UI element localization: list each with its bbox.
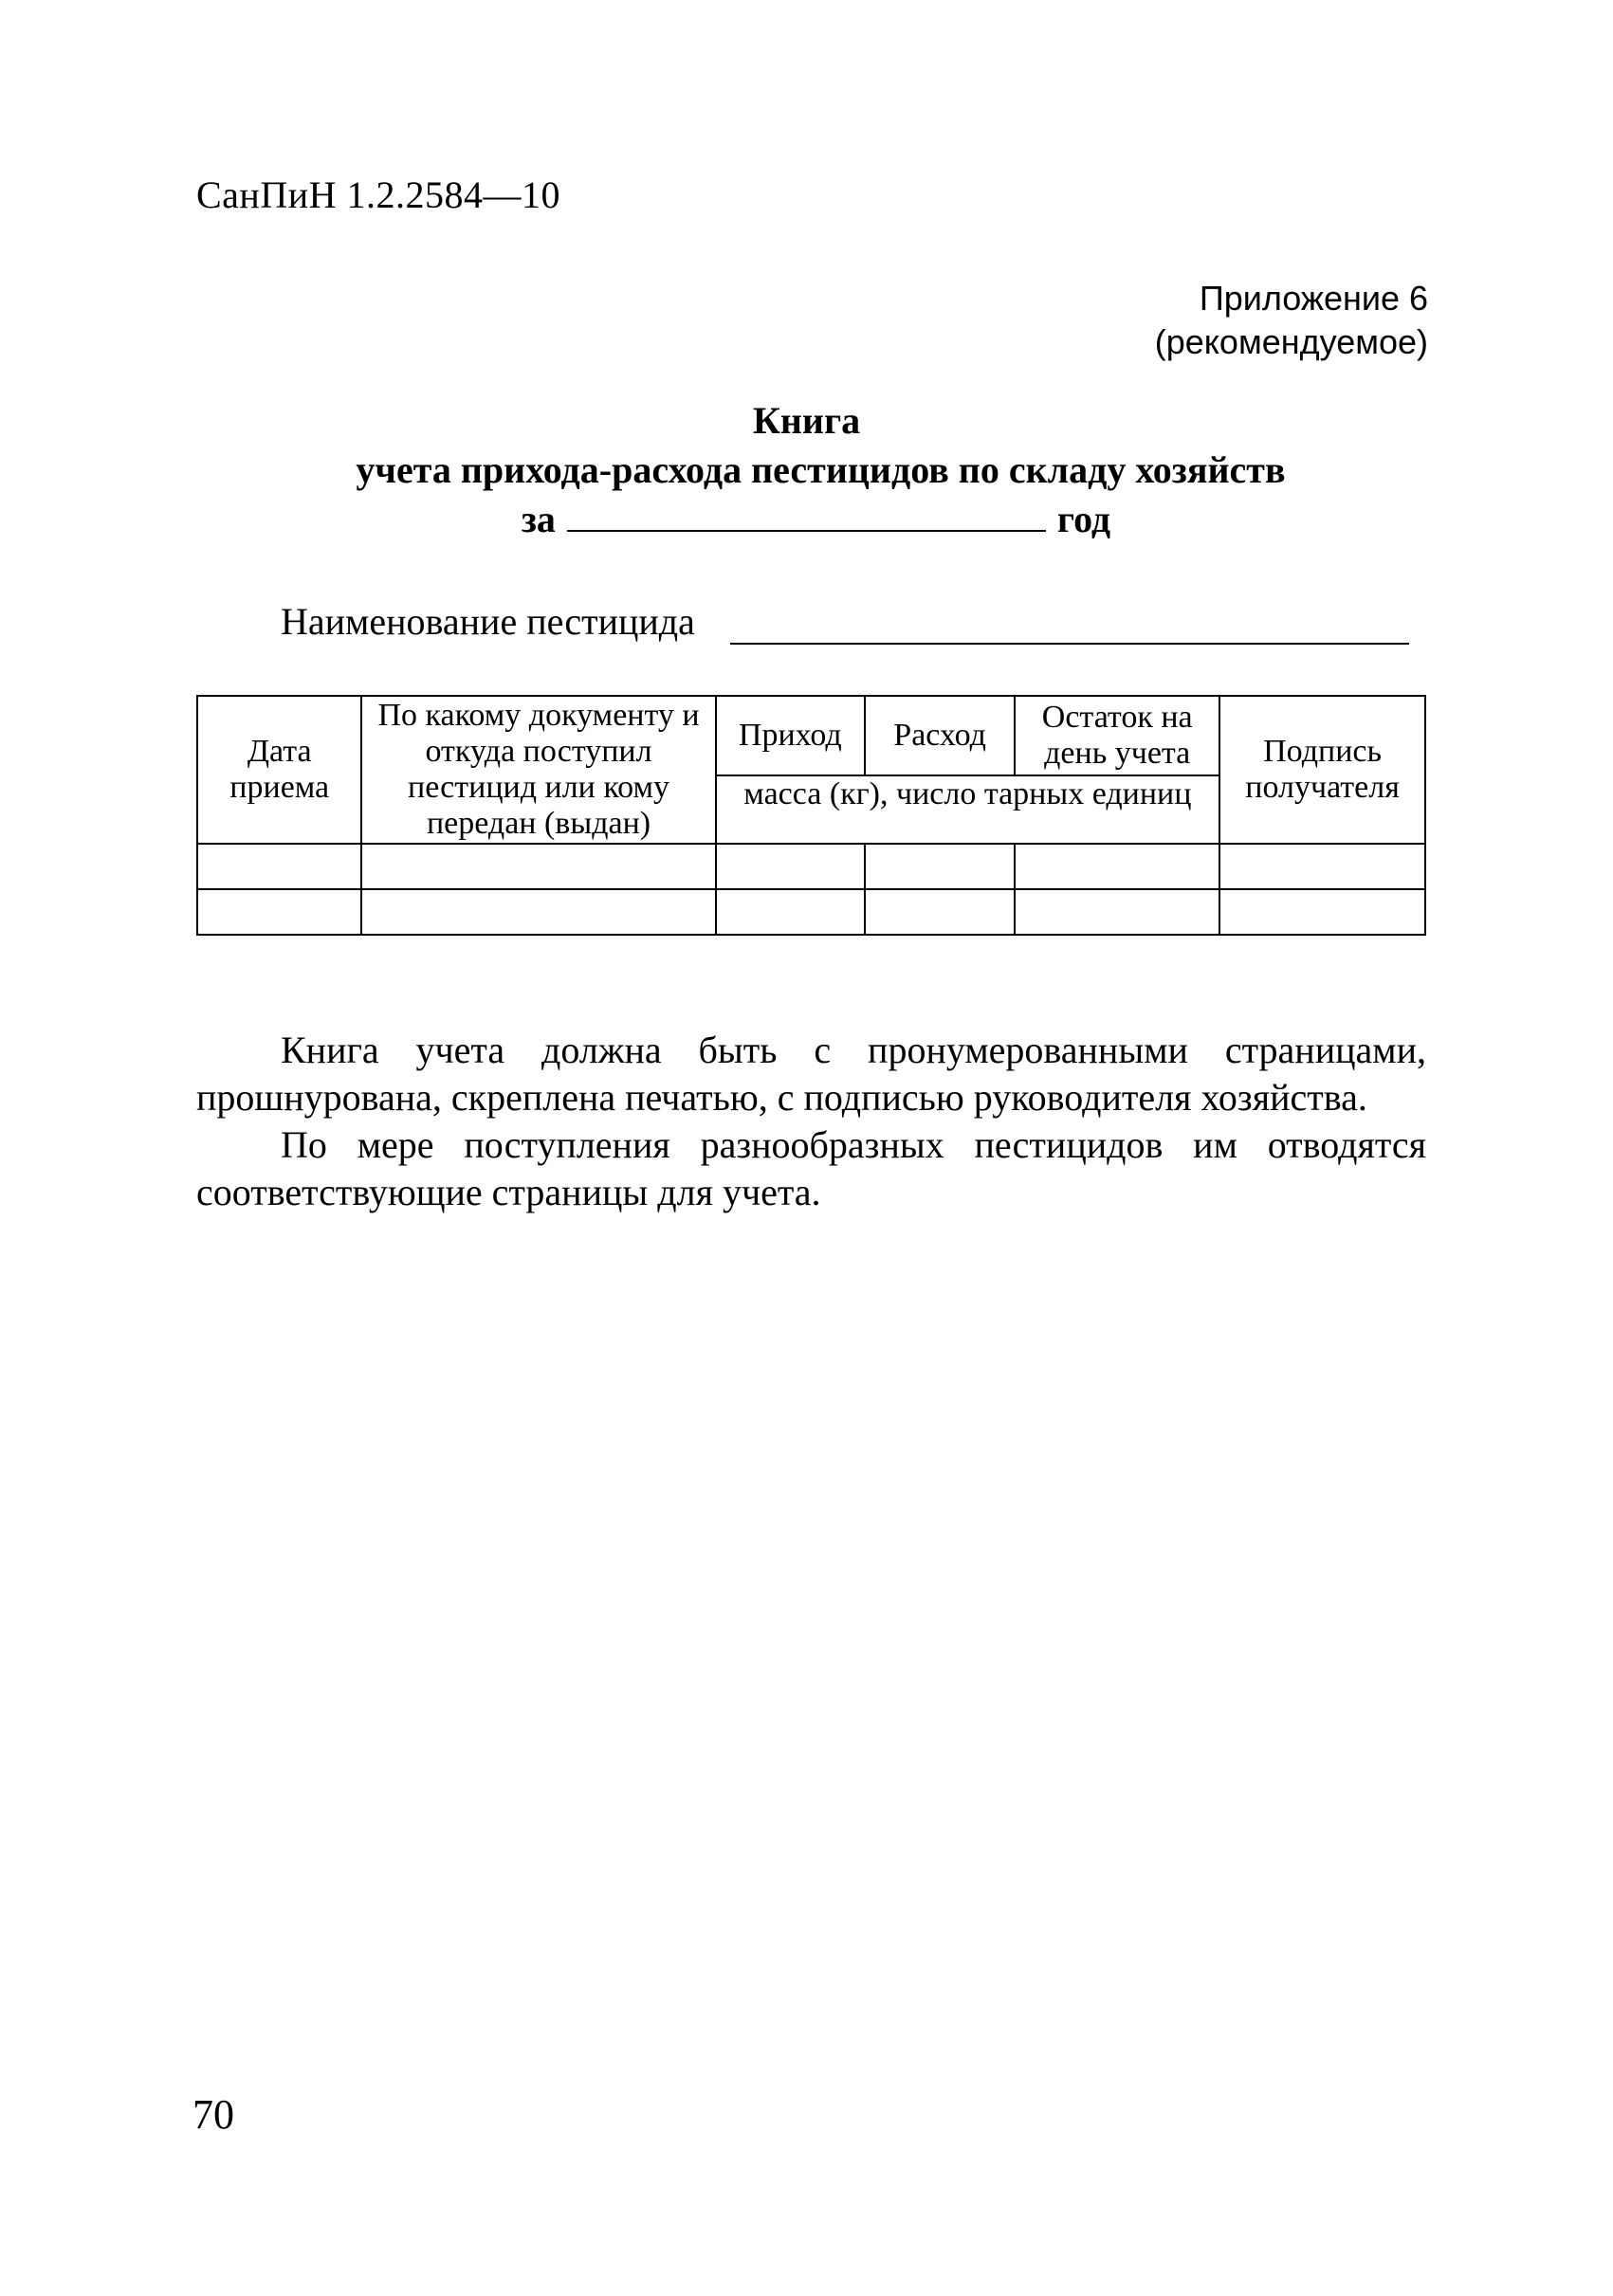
- document-title: [0, 396, 1613, 544]
- table-cell: [865, 844, 1015, 889]
- header-units: масса (кг), число тарных единиц: [716, 775, 1220, 844]
- appendix-label: [1155, 277, 1428, 364]
- table-cell: [197, 844, 361, 889]
- header-income: Приход: [716, 696, 865, 775]
- note-paragraph-1: [196, 1027, 1426, 1121]
- table-cell: [361, 889, 715, 935]
- table-row: [197, 844, 1425, 889]
- table-cell: [1015, 889, 1219, 935]
- title-line-2: учета прихода-расхода пестицидов по складу хозяйств: [356, 448, 1286, 491]
- table-cell: [1219, 889, 1425, 935]
- table-cell: [1015, 844, 1219, 889]
- note-text-2: По мере поступления разнообразных пестицидов им отводятся соответствующие страницы для учета.: [196, 1123, 1426, 1213]
- title-year-prefix: за: [521, 498, 556, 540]
- ledger-table: [196, 695, 1426, 936]
- header-balance: Остаток на день учета: [1015, 696, 1219, 775]
- pesticide-name-blank-line: [730, 643, 1409, 645]
- title-line-3: [19, 495, 1613, 544]
- table-cell: [865, 889, 1015, 935]
- table-cell: [716, 889, 865, 935]
- header-document: По какому документу и откуда поступил пестицид или кому передан (выдан): [361, 696, 715, 844]
- header-expense: Расход: [865, 696, 1015, 775]
- header-date: Дата приема: [197, 696, 361, 844]
- year-blank-line: [567, 500, 1046, 532]
- pesticide-name-label: Наименование пестицида: [281, 600, 695, 643]
- document-code: СанПиН 1.2.2584—10: [196, 173, 561, 216]
- title-line-1: Книга: [752, 399, 861, 442]
- table-cell: [1219, 844, 1425, 889]
- table-cell: [197, 889, 361, 935]
- appendix-number: Приложение 6: [1199, 279, 1428, 318]
- table-row: [197, 889, 1425, 935]
- table-cell: [716, 844, 865, 889]
- note-paragraph-2: [196, 1121, 1426, 1216]
- page-number: 70: [192, 2091, 234, 2138]
- header-signature: Подпись получателя: [1219, 696, 1425, 844]
- title-year-suffix: год: [1056, 498, 1111, 540]
- table-cell: [361, 844, 715, 889]
- note-text-1: Книга учета должна быть с пронумерованными страницами, прошнурована, скреплена печатью, с подписью руководителя хозяйства.: [196, 1029, 1426, 1119]
- appendix-note: (рекомендуемое): [1154, 322, 1428, 361]
